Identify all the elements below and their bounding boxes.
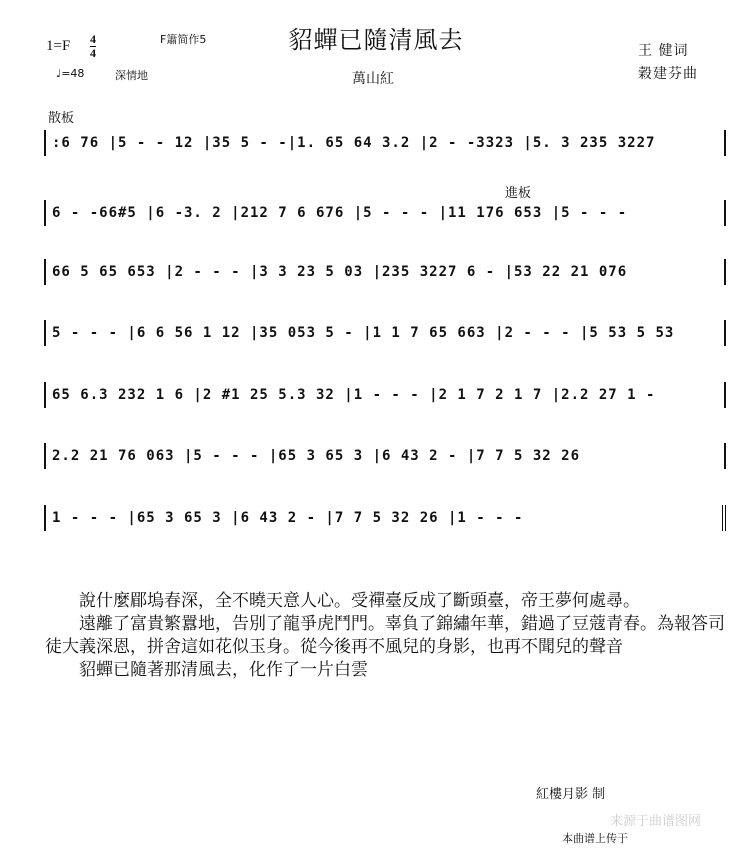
source-watermark: 来源于曲谱图网: [610, 814, 702, 829]
lyrics-block: [45, 590, 725, 682]
score-row-7: 1 - - - |65 3 65 3 |6 43 2 - |7 7 5 32 26 |1 - - -: [44, 505, 726, 531]
score-row-1: :6 76 |5 - - 12 |35 5 - -|1. 65 64 3.2 |2 - -3323 |5. 3 235 3227: [44, 130, 726, 156]
sanban-marking: 散板: [48, 111, 75, 126]
composer-credit: 穀建芬曲: [638, 66, 698, 82]
lyrics-paragraph: 貂蟬已隨著那清風去，化作了一片白雲: [79, 660, 368, 680]
key-signature: 1=F: [46, 38, 71, 54]
maker-credit: 紅樓月影 制: [536, 787, 606, 802]
jinban-marking: 進板: [505, 186, 532, 201]
score-row-3: 66 5 65 653 |2 - - - |3 3 23 5 03 |235 3227 6 - |53 22 21 076: [44, 259, 726, 285]
footer-note: 本曲谱上传于: [562, 832, 628, 845]
mood-marking: 深情地: [115, 69, 148, 82]
lyrics-paragraph: 遠離了富貴繁囂地，告別了龍爭虎鬥門。辜負了錦繡年華，錯過了豆蔻青春。為報答司徒大義深恩，拼舍這如花似玉身。從今後再不風兒的身影，也再不聞兒的聲音: [45, 614, 725, 657]
time-signature: [90, 33, 96, 60]
time-signature-top: 4: [90, 32, 96, 46]
time-signature-bottom: 4: [90, 46, 96, 60]
arrangement-note: F簫简作5: [160, 33, 207, 46]
tempo-marking: ♩=48: [56, 67, 85, 80]
score-row-5: 65 6.3 232 1 6 |2 #1 25 5.3 32 |1 - - - |2 1 7 2 1 7 |2.2 27 1 -: [44, 382, 726, 408]
subtitle: 萬山紅: [352, 71, 394, 87]
song-title: 貂蟬已隨清風去: [288, 26, 464, 54]
score-row-6: 2.2 21 76 063 |5 - - - |65 3 65 3 |6 43 2 - |7 7 5 32 26: [44, 443, 726, 469]
lyrics-paragraph: 說什麼郿塢春深，全不曉天意人心。受禪臺反成了斷頭臺，帝王夢何處尋。: [79, 591, 640, 611]
score-row-4: 5 - - - |6 6 56 1 12 |35 053 5 - |1 1 7 65 663 |2 - - - |5 53 5 53: [44, 320, 726, 346]
score-row-2: 6 - -66#5 |6 -3. 2 |212 7 6 676 |5 - - - |11 176 653 |5 - - -: [44, 200, 726, 226]
lyricist-credit: 王 健词: [638, 43, 689, 59]
